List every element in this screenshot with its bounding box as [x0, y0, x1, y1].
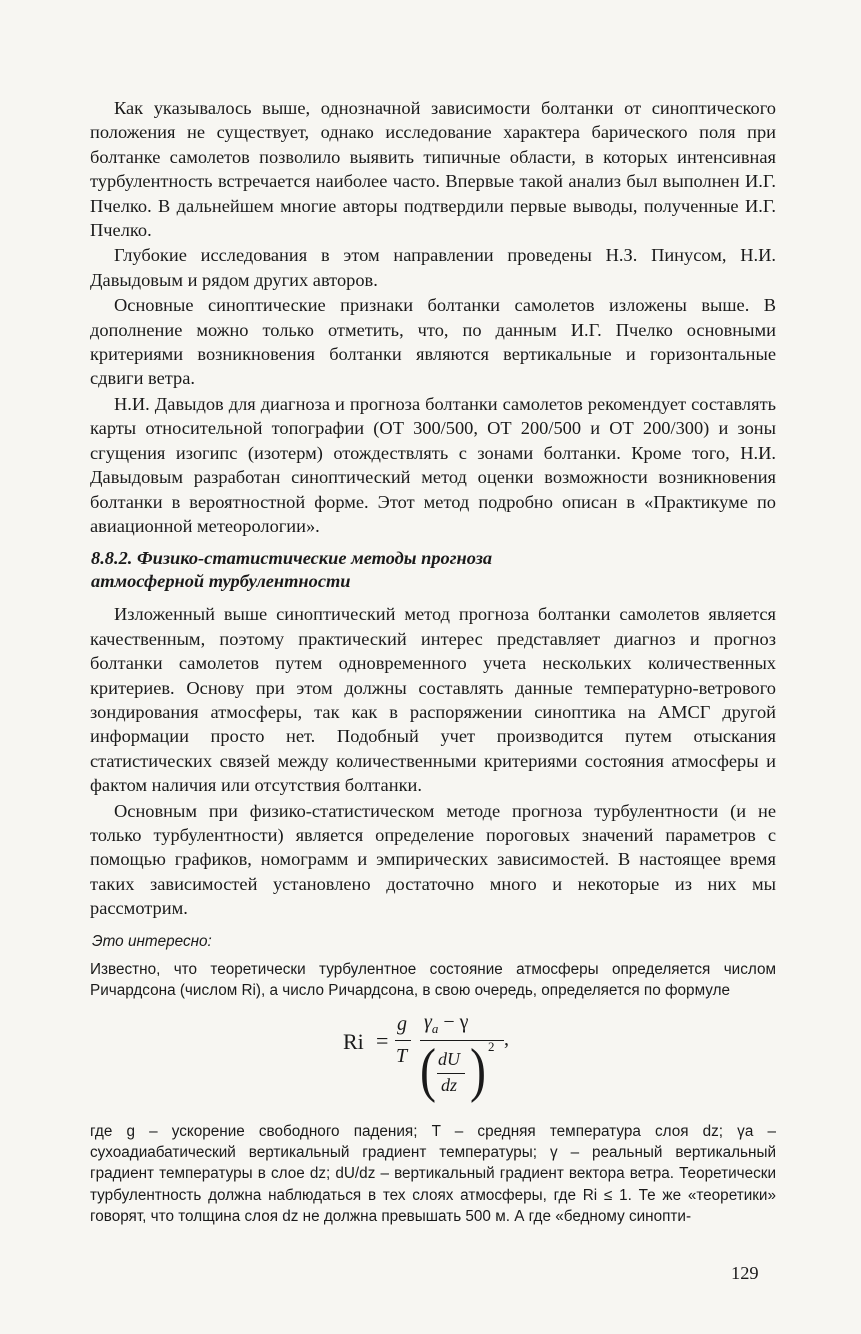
interest-where: где g – ускорение свободного падения; T – средняя температура слоя dz; γa – сухоадиабатический вертикальный градиент температуры; γ – реальный вертикальный градиент температуры в слое dz; dU/dz – вертикальный градиент вектора ветра. Теоретически турбулентность должна наблюдаться в тех слоях атмосферы, где Ri ≤ 1. Те же «теоретики» говорят, что толщина слоя dz не должна превышать 500 м. А где «бедному синопти-	[90, 1123, 776, 1225]
paragraph-3: Основные синоптические признаки болтанки самолетов изложены выше. В дополнение можно только отметить, что, по данным И.Г. Пчелко основными критериями возникновения болтанки являются вертикальные и горизонтальные сдвиги ветра.	[90, 295, 776, 389]
paragraph-2: Глубокие исследования в этом направлении проведены Н.З. Пинусом, Н.И. Давыдовым и рядом других авторов.	[90, 245, 776, 290]
paragraph-1: Как указывалось выше, однозначной зависимости болтанки от синоптического положения не существует, однако исследование характера барического поля при болтанке самолетов позволило выявить типичные области, в которых интенсивная турбулентность встречается наиболее часто. Впервые такой анализ был выполнен И.Г. Пчелко. В дальнейшем многие авторы подтвердили первые выводы, полученные И.Г. Пчелко.	[90, 98, 776, 241]
formula-equals: =	[376, 1028, 389, 1053]
formula-T: T	[396, 1045, 408, 1067]
formula-power: 2	[488, 1039, 495, 1054]
formula-comma: ,	[504, 1028, 509, 1050]
formula-numerator	[424, 1011, 469, 1037]
formula-lhs: Ri	[343, 1029, 364, 1054]
page-number: 129	[731, 1263, 759, 1283]
formula-minus-gamma: − γ	[438, 1011, 469, 1033]
interest-intro: Известно, что теоретически турбулентное состояние атмосферы определяется числом Ричардсона (числом Ri), а число Ричардсона, в свою очередь, определяется по формуле	[90, 960, 776, 999]
interest-title: Это интересно:	[92, 932, 212, 950]
paragraph-5: Изложенный выше синоптический метод прогноза болтанки самолетов является качественным, поэтому практический интерес представляет диагноз и прогноз болтанки самолетов путем одновременного учета нескольких количественных критериев. Основу при этом должны составлять данные температурно-ветрового зондирования атмосферы, так как в распоряжении синоптика на АМСГ другой информации просто нет. Подобный учет производится путем отыскания статистических связей между количественными критериями состояния атмосферы и фактом наличия или отсутствия болтанки.	[90, 604, 776, 796]
section-heading-line-1: 8.8.2. Физико-статистические методы прогноза	[91, 548, 493, 569]
formula-dudz-fraction-bar	[437, 1073, 465, 1074]
formula-g: g	[397, 1013, 407, 1035]
formula-dz: dz	[441, 1075, 458, 1095]
paragraph-4: Н.И. Давыдов для диагноза и прогноза болтанки самолетов рекомендует составлять карты относительной топографии (ОТ 300/500, ОТ 200/500 и ОТ 200/300) и зоны сгущения изогипс (изотерм) отождествлять с зонами болтанки. Кроме того, Н.И. Давыдовым разработан синоптический метод оценки возможности возникновения болтанки в вероятностной форме. Этот метод подробно описан в «Практикуме по авиационной метеорологии».	[90, 393, 776, 536]
richardson-formula	[90, 1001, 776, 1121]
section-heading	[90, 547, 776, 592]
section-heading-line-2: атмосферной турбулентности	[91, 570, 351, 591]
formula-g-fraction-bar	[395, 1040, 411, 1041]
formula-gamma-sub: a	[431, 1021, 439, 1036]
formula-gamma: γ	[424, 1011, 432, 1033]
page-body	[90, 96, 776, 1227]
paragraph-6: Основным при физико-статистическом методе прогноза турбулентности (и не только турбулентности) является определение пороговых значений параметров с помощью графиков, номограмм и эмпирических зависимостей. В настоящее время таких зависимостей установлено достаточно много и некоторые из них мы рассмотрим.	[90, 800, 776, 919]
formula-left-paren: (	[420, 1037, 436, 1104]
formula-dU: dU	[438, 1049, 460, 1069]
formula-right-paren: )	[470, 1037, 486, 1104]
